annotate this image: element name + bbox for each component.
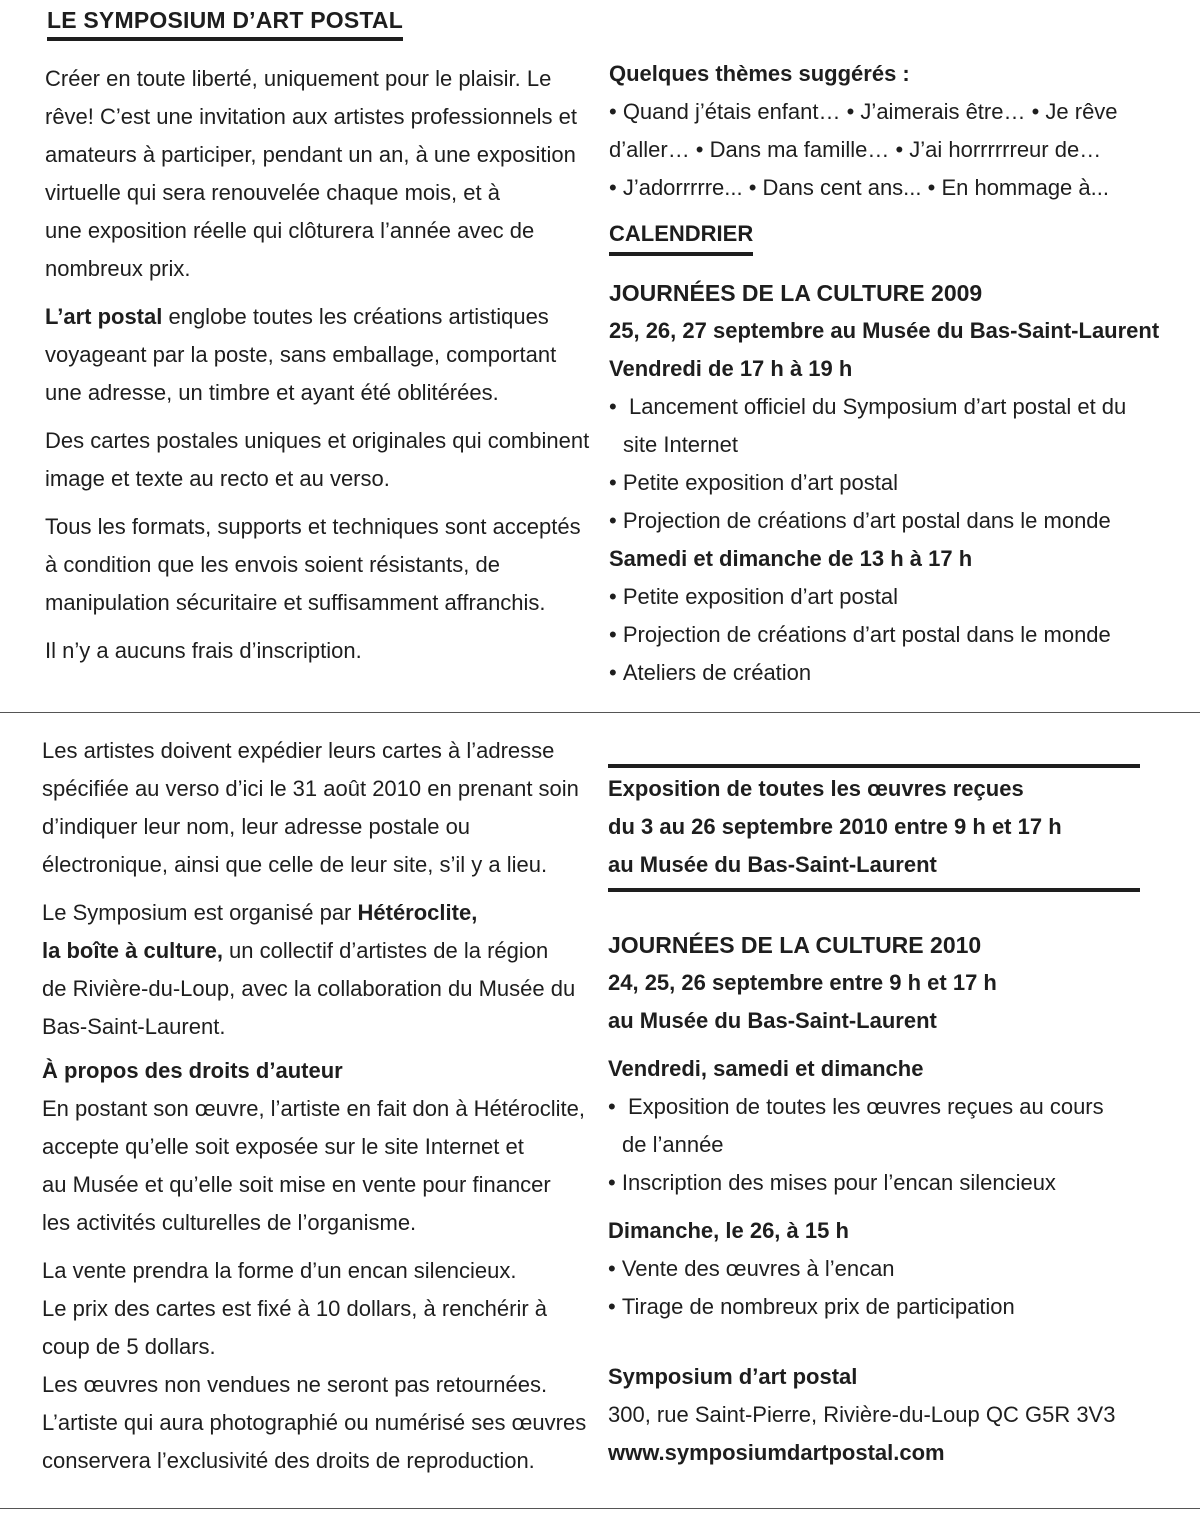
expo-announcement bbox=[608, 770, 1168, 884]
text-line: Bas-Saint-Laurent. bbox=[42, 1014, 226, 1039]
text-line: accepte qu’elle soit exposée sur le site Internet et bbox=[42, 1134, 524, 1159]
organizer-name: Hétéroclite, bbox=[357, 900, 478, 925]
fold-line bbox=[0, 712, 1200, 713]
themes-calendar-column bbox=[609, 55, 1169, 692]
text-line: • Quand j’étais enfant… • J’aimerais être… • Je rêve bbox=[609, 99, 1118, 124]
event-2010-title: JOURNÉES DE LA CULTURE 2010 bbox=[608, 932, 982, 958]
vsd-title: Vendredi, samedi et dimanche bbox=[608, 1056, 924, 1081]
text-line: coup de 5 dollars. bbox=[42, 1334, 216, 1359]
sunday-title: Dimanche, le 26, à 15 h bbox=[608, 1218, 849, 1243]
text-line: une adresse, un timbre et ayant été oblitérées. bbox=[45, 380, 499, 405]
list-item: • Tirage de nombreux prix de participation bbox=[608, 1288, 1168, 1326]
info-column bbox=[42, 732, 587, 1480]
cards-paragraph bbox=[45, 422, 590, 498]
organizer-paragraph bbox=[42, 894, 587, 1046]
text-line: de Rivière-du-Loup, avec la collaboration du Musée du bbox=[42, 976, 576, 1001]
contact-address: 300, rue Saint-Pierre, Rivière-du-Loup QC G5R 3V3 bbox=[608, 1402, 1116, 1427]
event-2009-dates: 25, 26, 27 septembre au Musée du Bas-Saint-Laurent bbox=[609, 318, 1160, 343]
text-line: Les artistes doivent expédier leurs cartes à l’adresse bbox=[42, 738, 555, 763]
text-line: amateurs à participer, pendant un an, à une exposition bbox=[45, 142, 576, 167]
text-line: rêve! C’est une invitation aux artistes professionnels et bbox=[45, 104, 577, 129]
list-item: • Petite exposition d’art postal bbox=[609, 578, 1169, 616]
text-line: un collectif d’artistes de la région bbox=[222, 938, 549, 963]
text-line: conservera l’exclusivité des droits de reproduction. bbox=[42, 1448, 535, 1473]
sale-paragraph bbox=[42, 1252, 587, 1480]
expo-column bbox=[608, 770, 1168, 1472]
text-line: voyageant par la poste, sans emballage, comportant bbox=[45, 342, 557, 367]
text-line: à condition que les envois soient résistants, de bbox=[45, 552, 500, 577]
themes-list bbox=[609, 93, 1169, 207]
text-line: les activités culturelles de l’organisme. bbox=[42, 1210, 417, 1235]
text-line: Le Symposium est organisé par bbox=[42, 900, 358, 925]
list-item bbox=[608, 1088, 1168, 1164]
contact-name: Symposium d’art postal bbox=[608, 1364, 858, 1389]
list-item: • Projection de créations d’art postal dans le monde bbox=[609, 502, 1169, 540]
organizer-name: la boîte à culture, bbox=[42, 938, 223, 963]
list-item: • Inscription des mises pour l’encan silencieux bbox=[608, 1164, 1168, 1202]
text-line: d’indiquer leur nom, leur adresse postale ou bbox=[42, 814, 471, 839]
text-line: Créer en toute liberté, uniquement pour le plaisir. Le bbox=[45, 66, 552, 91]
friday-title: Vendredi de 17 h à 19 h bbox=[609, 356, 853, 381]
text-line: L’artiste qui aura photographié ou numérisé ses œuvres bbox=[42, 1410, 587, 1435]
list-item bbox=[609, 388, 1169, 464]
text-line: • J’adorrrrre... • Dans cent ans... • En hommage à... bbox=[609, 175, 1109, 200]
text-line: Tous les formats, supports et techniques sont acceptés bbox=[45, 514, 581, 539]
fees-paragraph: Il n’y a aucuns frais d’inscription. bbox=[45, 638, 362, 663]
text-line: Le prix des cartes est fixé à 10 dollars, à renchérir à bbox=[42, 1296, 548, 1321]
calendar-heading: CALENDRIER bbox=[609, 219, 753, 256]
text-line: du 3 au 26 septembre 2010 entre 9 h et 17 h bbox=[608, 814, 1062, 839]
text-line: de l’année bbox=[622, 1132, 724, 1157]
rights-title: À propos des droits d’auteur bbox=[42, 1058, 343, 1083]
text-line: manipulation sécuritaire et suffisamment affranchis. bbox=[45, 590, 546, 615]
text-line: site Internet bbox=[623, 432, 738, 457]
list-item: • Ateliers de création bbox=[609, 654, 1169, 692]
text-line: Lancement officiel du Symposium d’art postal et du bbox=[628, 394, 1127, 419]
list-item: • Projection de créations d’art postal dans le monde bbox=[609, 616, 1169, 654]
event-2010-dates: 24, 25, 26 septembre entre 9 h et 17 h bbox=[608, 970, 997, 995]
text-line: au Musée du Bas-Saint-Laurent bbox=[608, 852, 937, 877]
bottom-edge-line bbox=[0, 1508, 1200, 1509]
themes-title: Quelques thèmes suggérés : bbox=[609, 61, 910, 86]
text-line: au Musée et qu’elle soit mise en vente pour financer bbox=[42, 1172, 551, 1197]
text-line: image et texte au recto et au verso. bbox=[45, 466, 390, 491]
text-line: une exposition réelle qui clôturera l’année avec de bbox=[45, 218, 535, 243]
text-line: englobe toutes les créations artistiques bbox=[162, 304, 549, 329]
text-line: En postant son œuvre, l’artiste en fait don à Hétéroclite, bbox=[42, 1096, 585, 1121]
art-postal-paragraph bbox=[45, 298, 585, 412]
art-postal-term: L’art postal bbox=[45, 304, 163, 329]
text-line: spécifiée au verso d’ici le 31 août 2010 en prenant soin bbox=[42, 776, 579, 801]
weekend-title: Samedi et dimanche de 13 h à 17 h bbox=[609, 546, 973, 571]
formats-paragraph bbox=[45, 508, 585, 622]
text-line: Les œuvres non vendues ne seront pas retournées. bbox=[42, 1372, 548, 1397]
text-line: La vente prendra la forme d’un encan silencieux. bbox=[42, 1258, 517, 1283]
text-line: Exposition de toutes les œuvres reçues bbox=[608, 776, 1024, 801]
page-title: LE SYMPOSIUM D’ART POSTAL bbox=[47, 6, 403, 41]
event-2010-place: au Musée du Bas-Saint-Laurent bbox=[608, 1008, 937, 1033]
list-item: • Petite exposition d’art postal bbox=[609, 464, 1169, 502]
text-line: électronique, ainsi que celle de leur site, s’il y a lieu. bbox=[42, 852, 548, 877]
expo-rule-top bbox=[608, 764, 1140, 768]
text-line: Des cartes postales uniques et originales qui combinent bbox=[45, 428, 590, 453]
intro-column bbox=[45, 60, 590, 670]
text-line: virtuelle qui sera renouvelée chaque mois, et à bbox=[45, 180, 500, 205]
contact-website: www.symposiumdartpostal.com bbox=[608, 1440, 945, 1465]
text-line: nombreux prix. bbox=[45, 256, 191, 281]
send-paragraph bbox=[42, 732, 587, 884]
rights-paragraph bbox=[42, 1090, 587, 1242]
list-item: • Vente des œuvres à l’encan bbox=[608, 1250, 1168, 1288]
event-2009-title: JOURNÉES DE LA CULTURE 2009 bbox=[609, 280, 983, 306]
text-line: d’aller… • Dans ma famille… • J’ai horrrrrreur de… bbox=[609, 137, 1102, 162]
expo-rule-bottom bbox=[608, 888, 1140, 892]
intro-paragraph bbox=[45, 60, 585, 288]
text-line: Exposition de toutes les œuvres reçues au cours bbox=[627, 1094, 1104, 1119]
